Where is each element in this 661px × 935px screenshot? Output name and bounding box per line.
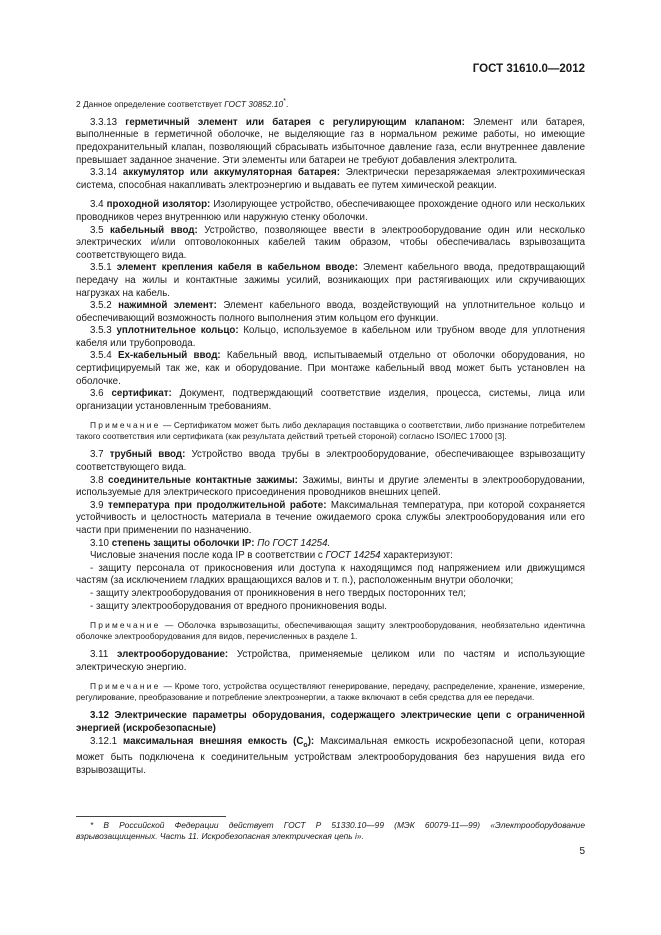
note-3-6: Примечание — Сертификатом может быть либо декларация поставщика о соответствии, либо признание потребителем такого соответствия или сертификата (как результата действий третьей стороной) согласно ISO/IEC 17000 [3].	[76, 420, 585, 442]
note-3-10: Примечание — Оболочка взрывозащиты, обеспечивающая защиту электрооборудования, необязательно идентична оболочке электрооборудования для видов, перечисленных в разделе 1.	[76, 620, 585, 642]
clause-3-7: 3.7 трубный ввод: Устройство ввода трубы в электрооборудование, обеспечивающее взрывозащиту соответствующего вида.	[76, 449, 586, 474]
clause-3-5-2: 3.5.2 нажимной элемент: Элемент кабельного ввода, воздействующий на уплотнительное кольцо и обеспечивающий возможность полного выполнения этим кольцом его функции.	[76, 300, 585, 324]
clause-3-5-3: 3.5.3 уплотнительное кольцо: Кольцо, используемое в кабельном или трубном вводе для уплотнения кабеля или трубопровода.	[76, 325, 585, 349]
clause-3-6: 3.6 сертификат: Документ, подтверждающий соответствие изделия, процесса, системы, лица или организации установленным требованиям.	[76, 388, 585, 412]
clause-3-5-4: 3.5.4 Ех-кабельный ввод: Кабельный ввод, испытываемый отдельно от оболочки оборудования, но сертифицируемый так же, как и оборудование. При монтаже кабельный ввод может быть установлен на оболочке.	[76, 350, 585, 387]
list-item: - защиту электрооборудования от вредного проникновения воды.	[90, 600, 387, 612]
footnote: * В Российской Федерации действует ГОСТ Р 51330.10—99 (МЭК 60079-11—99) «Электрооборудование взрывозащищенных. Часть 11. Искробезопасная электрическая цепь i».	[76, 820, 585, 841]
clause-3-9: 3.9 температура при продолжительной работе: Максимальная температура, при которой сохраняется устойчивость и целостность материала в течение ожидаемого срока службы электрооборудования или его части при применении по назначению.	[76, 499, 585, 537]
note-2: 2 Данное определение соответствует ГОСТ 30852.10*.	[76, 98, 289, 109]
clause-3-10: 3.10 степень защиты оболочки IP: По ГОСТ 14254.	[90, 537, 331, 549]
clause-3-8: 3.8 соединительные контактные зажимы: Зажимы, винты и другие элементы в электрооборудовании, используемые для электрического присоединения проводников внешних цепей.	[76, 474, 585, 499]
document-body	[76, 91, 585, 777]
list-item: - защиту электрооборудования от проникновения в него твердых посторонних тел;	[90, 587, 466, 599]
list-item: - защиту персонала от прикосновения или доступа к находящимся под напряжением или движущимся частям (за исключением гладких вращающихся валов и т. п.), расположенным внутри оболочки;	[76, 562, 585, 587]
clause-3-5: 3.5 кабельный ввод: Устройство, позволяющее ввести в электрооборудование один или несколько электрических и/или оптоволоконных кабелей таким образом, чтобы обеспечивалась взрывозащита соответствующего вида.	[76, 224, 585, 261]
clause-3-5-1: 3.5.1 элемент крепления кабеля в кабельном вводе: Элемент кабельного ввода, предотвращающий передачу на жилы и контактные зажимы усилий, возникающих при растягивающих или скручивающих нагрузках на кабель.	[76, 262, 585, 299]
footnote-divider	[76, 816, 226, 817]
clause-3-12-1: 3.12.1 максимальная внешняя емкость $(C_o)$: Максимальная емкость искробезопасной цепи, которая может быть подключена к соединительным устройствам электрооборудования без нарушения вида его взрывозащиты.	[76, 735, 585, 776]
clause-3-4: 3.4 проходной изолятор: Изолирующее устройство, обеспечивающее прохождение одного или нескольких проводников через внутреннюю или наружную стенку оболочки.	[76, 199, 585, 223]
standard-header: ГОСТ 31610.0—2012	[472, 63, 585, 75]
clause-3-11: 3.11 электрооборудование: Устройства, применяемые целиком или по частям и использующие электрическую энергию.	[76, 649, 585, 673]
note-3-11: Примечание — Кроме того, устройства осуществляют генерирование, передачу, распределение, хранение, измерение, регулирование, преобразование и потребление электроэнергии, а также включают в себя средства для ее передачи.	[76, 681, 585, 703]
page-number: 5	[579, 846, 585, 857]
clause-3-10-values: Числовые значения после кода IP в соответствии с ГОСТ 14254 характеризуют:	[90, 550, 453, 562]
clause-3-12: 3.12 Электрические параметры оборудования, содержащего электрические цепи с ограниченной энергией (искробезопасные)	[76, 710, 585, 734]
clause-3-3-13: 3.3.13 герметичный элемент или батарея с регулирующим клапаном: Элемент или батарея, выполненные в герметичной оболочке, не выделяющие газ в нормальном режиме работы, но имеющие предохранительный клапан, позволяющий сбрасывать избыточное давление газа, если внутреннее давление превышает заданное значение. Эти элементы или батареи не требуют добавления электролита.	[76, 116, 585, 166]
clause-3-3-14: 3.3.14 аккумулятор или аккумуляторная батарея: Электрически перезаряжаемая электрохимическая система, способная накапливать электроэнергию и выдавать ее путем химической реакции.	[76, 167, 585, 191]
